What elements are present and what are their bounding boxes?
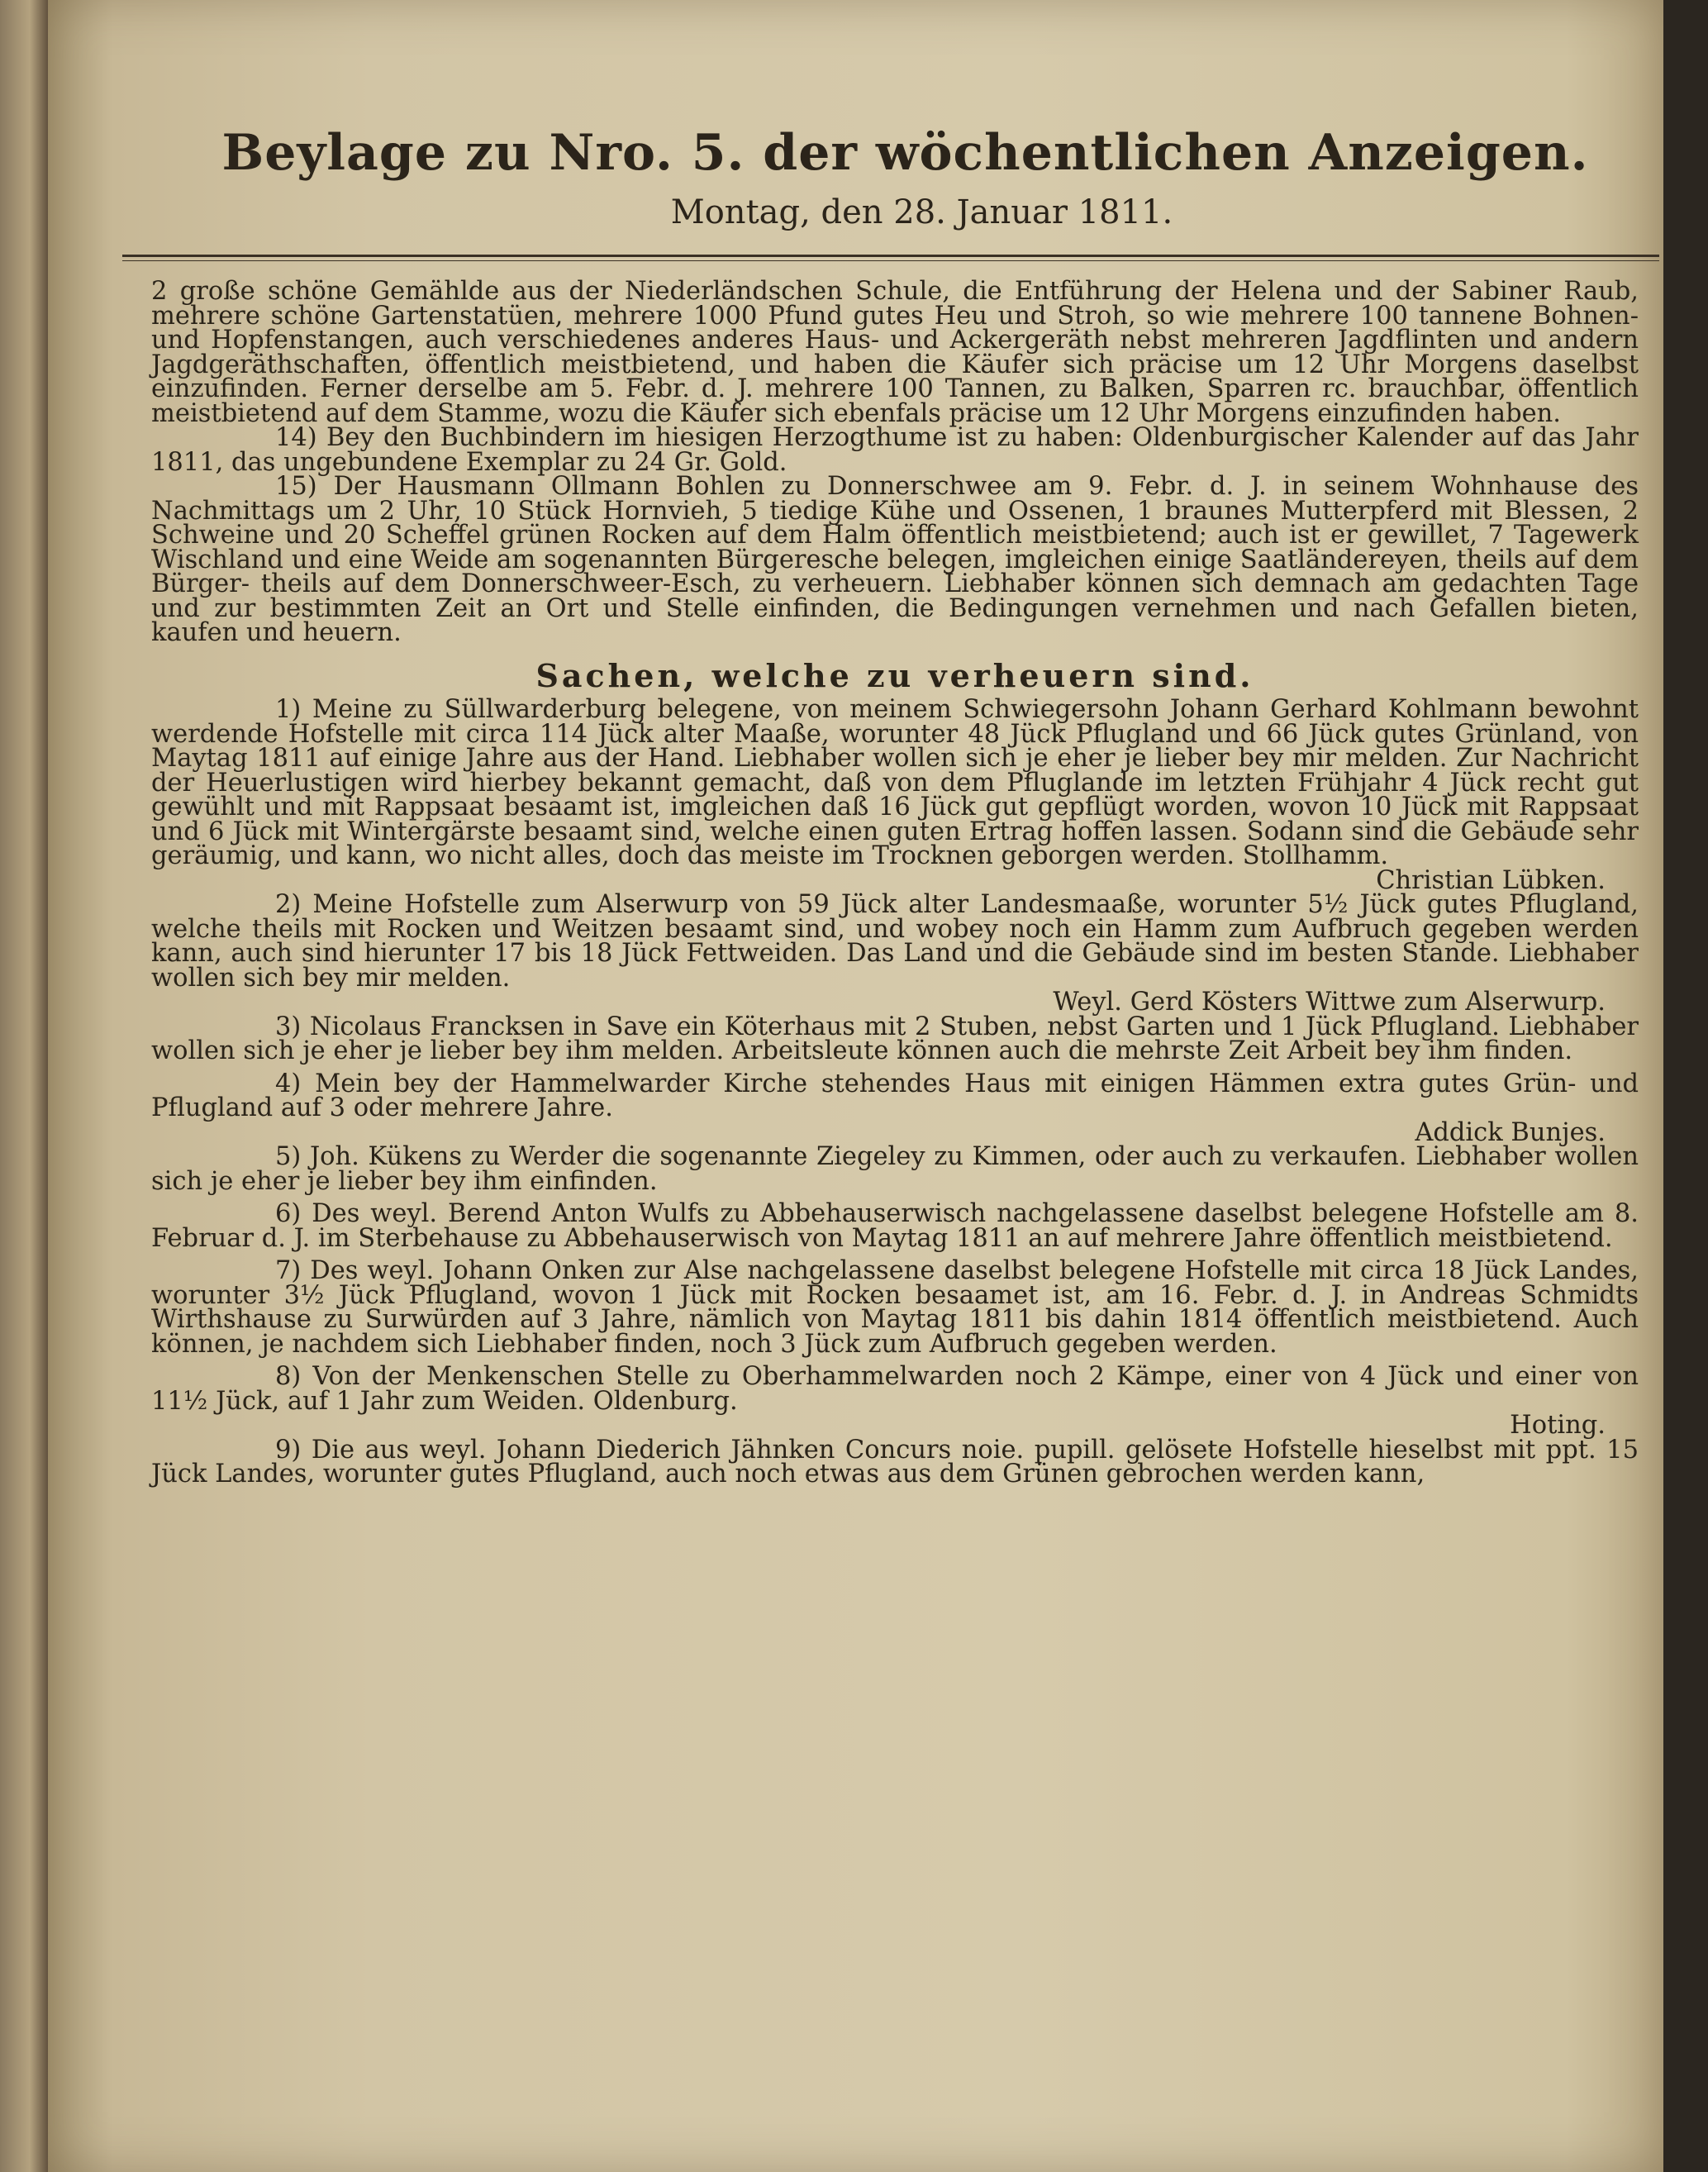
newspaper-page [48,0,1663,2172]
notice-item: 3) Nicolaus Francksen in Save ein Köterhaus mit 2 Stuben, nebst Garten und 1 Jück Pflugland. Liebhaber wollen sich je eher je lieber bey ihm melden. Arbeitsleute können auch die mehrste Zeit Arbeit bey ihm finden. [151,1012,1639,1065]
notice-item: 5) Joh. Kükens zu Werder die sogenannte Ziegeley zu Kimmen, oder auch zu verkaufen. Liebhaber wollen sich je eher je lieber bey ihm einfinden. [151,1142,1639,1196]
issue-date: Montag, den 28. Januar 1811. [670,193,1173,231]
notice-item: 6) Des weyl. Berend Anton Wulfs zu Abbehauserwisch nachgelassene daselbst belegene Hofstelle am 8. Februar d. J. im Sterbehause zu Abbehauserwisch von Maytag 1811 an auf mehrere Jahre öffentlich meistbietend. [151,1199,1639,1253]
header-rule [122,255,1659,261]
scan-edge-shadow [1663,0,1708,2172]
notice-signature: Christian Lübken. [1376,865,1606,895]
notice-item: 9) Die aus weyl. Johann Diederich Jähnken Concurs noie. pupill. gelösete Hofstelle hieselbst mit ppt. 15 Jück Landes, worunter gutes Pflugland, auch noch etwas aus dem Grünen gebrochen werden kann, [151,1435,1639,1488]
notice-signature: Hoting. [1510,1411,1606,1440]
notice-item: 7) Des weyl. Johann Onken zur Alse nachgelassene daselbst belegene Hofstelle mit circa 18 Jück Landes, worunter 3½ Jück Pflugland, wovon 1 Jück mit Rocken besaamet ist, am 16. Febr. d. J. in Andreas Schmidts Wirthshause zu Surwürden auf 3 Jahre, nämlich von Maytag 1811 bis dahin 1814 öffentlich meistbietend. Auch können, je nachdem sich Liebhaber finden, noch 3 Jück zum Aufbruch gegeben werden. [151,1256,1639,1359]
article-body [151,279,1639,1487]
page-title: Beylage zu Nro. 5. der wöchentlichen Anzeigen. [221,124,1589,182]
notice-signature: Weyl. Gerd Kösters Wittwe zum Alserwurp. [1053,988,1606,1017]
notice-item: 14) Bey den Buchbindern im hiesigen Herzogthume ist zu haben: Oldenburgischer Kalender auf das Jahr 1811, das ungebundene Exemplar zu 24 Gr. Gold. [151,423,1639,477]
notice-signature: Addick Bunjes. [1415,1117,1606,1147]
notice-item: 8) Von der Menkenschen Stelle zu Oberhammelwarden noch 2 Kämpe, einer von 4 Jück und einer von 11½ Jück, auf 1 Jahr zum Weiden. Oldenburg. [151,1362,1639,1416]
notice-item: 1) Meine zu Süllwarderburg belegene, von meinem Schwiegersohn Johann Gerhard Kohlmann bewohnt werdende Hofstelle mit circa 114 Jück alter Maaße, worunter 48 Jück Pflugland und 66 Jück gutes Grünland, von Maytag 1811 auf einige Jahre aus der Hand. Liebhaber wollen sich je eher je lieber bey mir melden. Zur Nachricht der Heuerlustigen wird hierbey bekannt gemacht, daß von dem Pfluglande im letzten Frühjahr 4 Jück recht gut gewühlt und mit Rappsaat besaamt ist, imgleichen daß 16 Jück gut gepflügt worden, wovon 10 Jück mit Rappsaat und 6 Jück mit Wintergärste besaamt sind, welche einen guten Ertrag hoffen lassen. Sodann sind die Gebäude sehr geräumig, und kann, wo nicht alles, doch das meiste im Trocknen geborgen werden. Stollhamm. [151,695,1639,870]
notice-item: 2) Meine Hofstelle zum Alserwurp von 59 Jück alter Landesmaaße, worunter 5½ Jück gutes Pflugland, welche theils mit Rocken und Weitzen besaamt sind, und wobey noch ein Hamm zum Aufbruch gegeben werden kann, auch sind hierunter 17 bis 18 Jück Fettweiden. Das Land und die Gebäude sind im besten Stande. Liebhaber wollen sich bey mir melden. [151,890,1639,993]
notice-item: 4) Mein bey der Hammelwarder Kirche stehendes Haus mit einigen Hämmen extra gutes Grün- und Pflugland auf 3 oder mehrere Jahre. [151,1069,1639,1122]
page-header [48,124,1663,231]
adjacent-page-edge [0,0,50,2172]
continuation-paragraph: 2 große schöne Gemählde aus der Niederländschen Schule, die Entführung der Helena und der Sabiner Raub, mehrere schöne Gartenstatüen, mehrere 1000 Pfund gutes Heu und Stroh, so wie mehrere 100 tannene Bohnen- und Hopfenstangen, auch verschiedenes anderes Haus- und Ackergeräth nebst mehreren Jagdflinten und andern Jagdgeräthschaften, öffentlich meistbietend, und haben die Käufer sich präcise um 12 Uhr Morgens daselbst einzufinden. Ferner derselbe am 5. Febr. d. J. mehrere 100 Tannen, zu Balken, Sparren rc. brauchbar, öffentlich meistbietend auf dem Stamme, wozu die Käufer sich ebenfals präcise um 12 Uhr Morgens einzufinden haben. [151,277,1639,428]
notice-item: 15) Der Hausmann Ollmann Bohlen zu Donnerschwee am 9. Febr. d. J. in seinem Wohnhause des Nachmittags um 2 Uhr, 10 Stück Hornvieh, 5 tiedige Kühe und Ossenen, 1 braunes Mutterpferd mit Blessen, 2 Schweine und 20 Scheffel grünen Rocken auf dem Halm öffentlich meistbietend; auch ist er gewillet, 7 Tagewerk Wischland und eine Weide am sogenannten Bürgeresche belegen, imgleichen einige Saatländereyen, theils auf dem Bürger- theils auf dem Donnerschweer-Esch, zu verheuern. Liebhaber können sich demnach am gedachten Tage und zur bestimmten Zeit an Ort und Stelle einfinden, die Bedingungen vernehmen und nach Gefallen bieten, kaufen und heuern. [151,472,1639,647]
section-heading: Sachen, welche zu verheuern sind. [535,656,1254,694]
